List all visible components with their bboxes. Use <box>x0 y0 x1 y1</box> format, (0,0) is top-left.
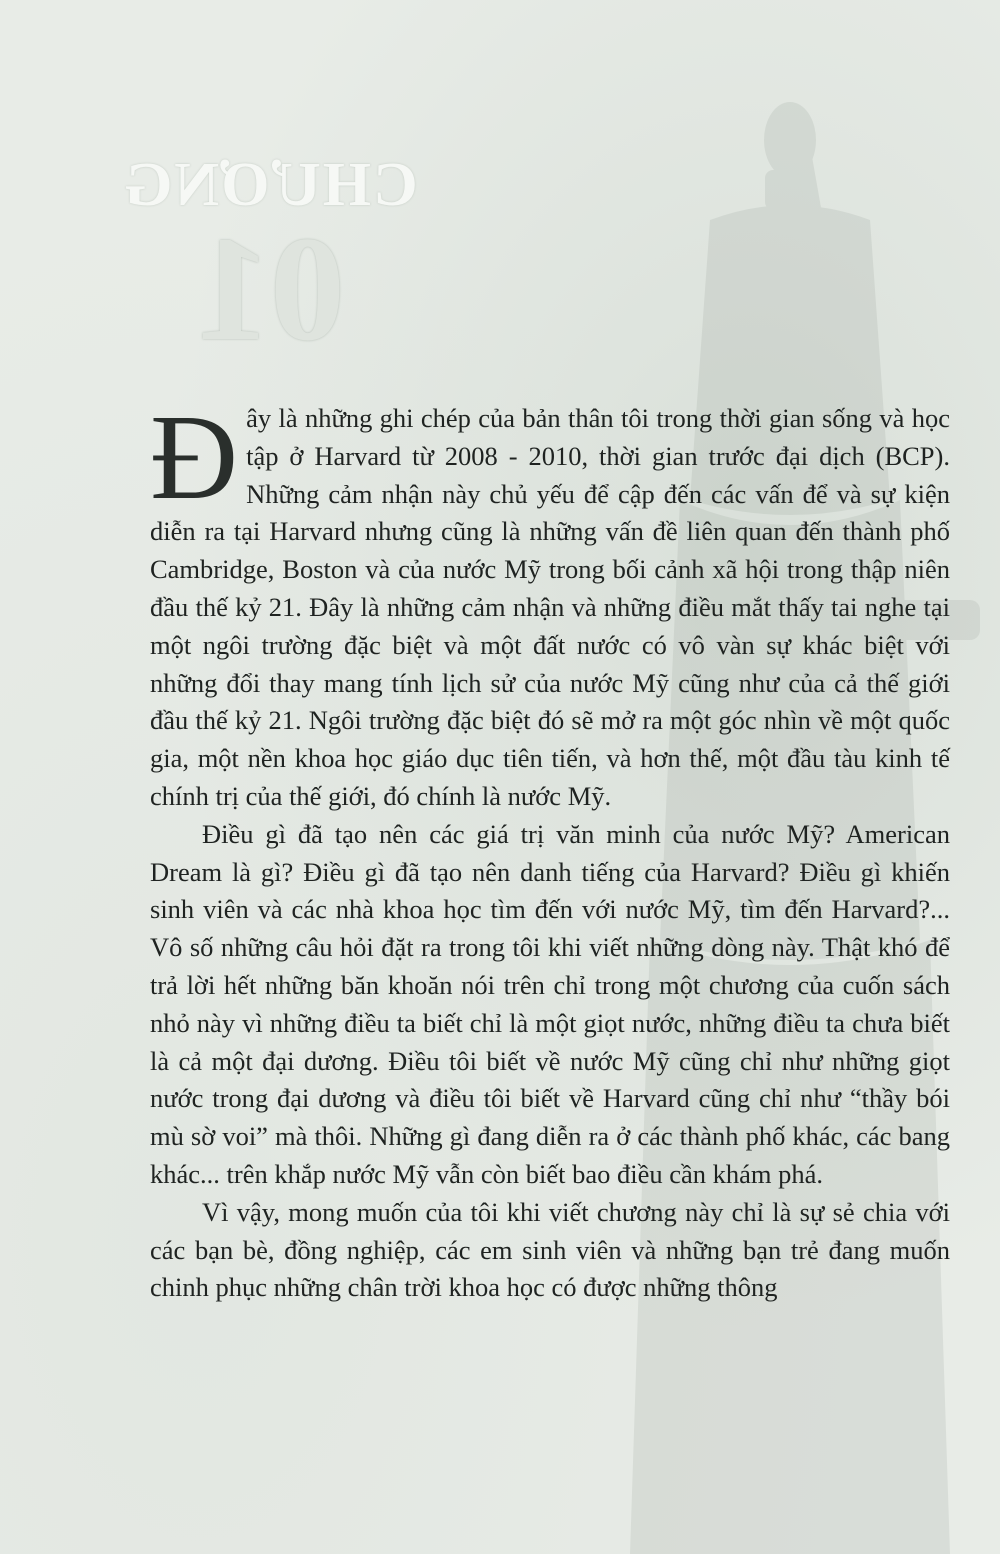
paragraph-1-text: ây là những ghi chép của bản thân tôi trong thời gian sống và học tập ở Harvard từ 2008 - 2010, thời gian trước đại dịch (BCP). Những cảm nhận này chủ yếu để cập đến các vấn để và sự kiện diễn ra tại Harvard nhưng cũng là những vấn đề liên quan đến thành phố Cambridge, Boston và của nước Mỹ trong bối cảnh xã hội trong thập niên đầu thế kỷ 21. Đây là những cảm nhận và những điều mắt thấy tai nghe tại một ngôi trường đặc biệt và một đất nước có vô vàn sự khác biệt với những đổi thay mang tính lịch sử của nước Mỹ cũng như của cả thế giới đầu thế kỷ 21. Ngôi trường đặc biệt đó sẽ mở ra một góc nhìn về một quốc gia, một nền khoa học giáo dục tiên tiến, và hơn thế, một đầu tàu kinh tế chính trị của thế giới, đó chính là nước Mỹ. <box>150 403 950 811</box>
paragraph-3: Vì vậy, mong muốn của tôi khi viết chương này chỉ là sự sẻ chia với các bạn bè, đồng nghiệp, các em sinh viên và những bạn trẻ đang muốn chinh phục những chân trời khoa học có được những thông <box>150 1196 950 1303</box>
chapter-label: CHƯƠNG <box>122 151 418 219</box>
paragraph-2: Điều gì đã tạo nên các giá trị văn minh của nước Mỹ? American Dream là gì? Điều gì đã tạo nên danh tiếng của Harvard? Điều gì khiến sinh viên và các nhà khoa học tìm đến với nước Mỹ, tìm đến Harvard?... Vô số những câu hỏi đặt ra trong tôi khi viết những dòng này. Thật khó để trả lời hết những băn khoăn nói trên chỉ trong một chương của cuốn sách nhỏ này vì những điều ta biết chỉ là một giọt nước, những điều ta chưa biết là cả một đại dương. Điều tôi biết về nước Mỹ cũng chỉ như những giọt nước trong đại dương và điều tôi biết về Harvard cũng chỉ như “thầy bói mù sờ voi” mà thôi. Những gì đang diễn ra ở các thành phố khác, các bang khác... trên khắp nước Mỹ vẫn còn biết bao điều cần khám phá. <box>150 818 950 1189</box>
drop-cap: Đ <box>150 390 239 525</box>
body-text <box>150 390 950 1307</box>
chapter-heading <box>110 150 430 372</box>
paragraph-1 <box>150 390 950 816</box>
chapter-number: 01 <box>195 206 345 372</box>
